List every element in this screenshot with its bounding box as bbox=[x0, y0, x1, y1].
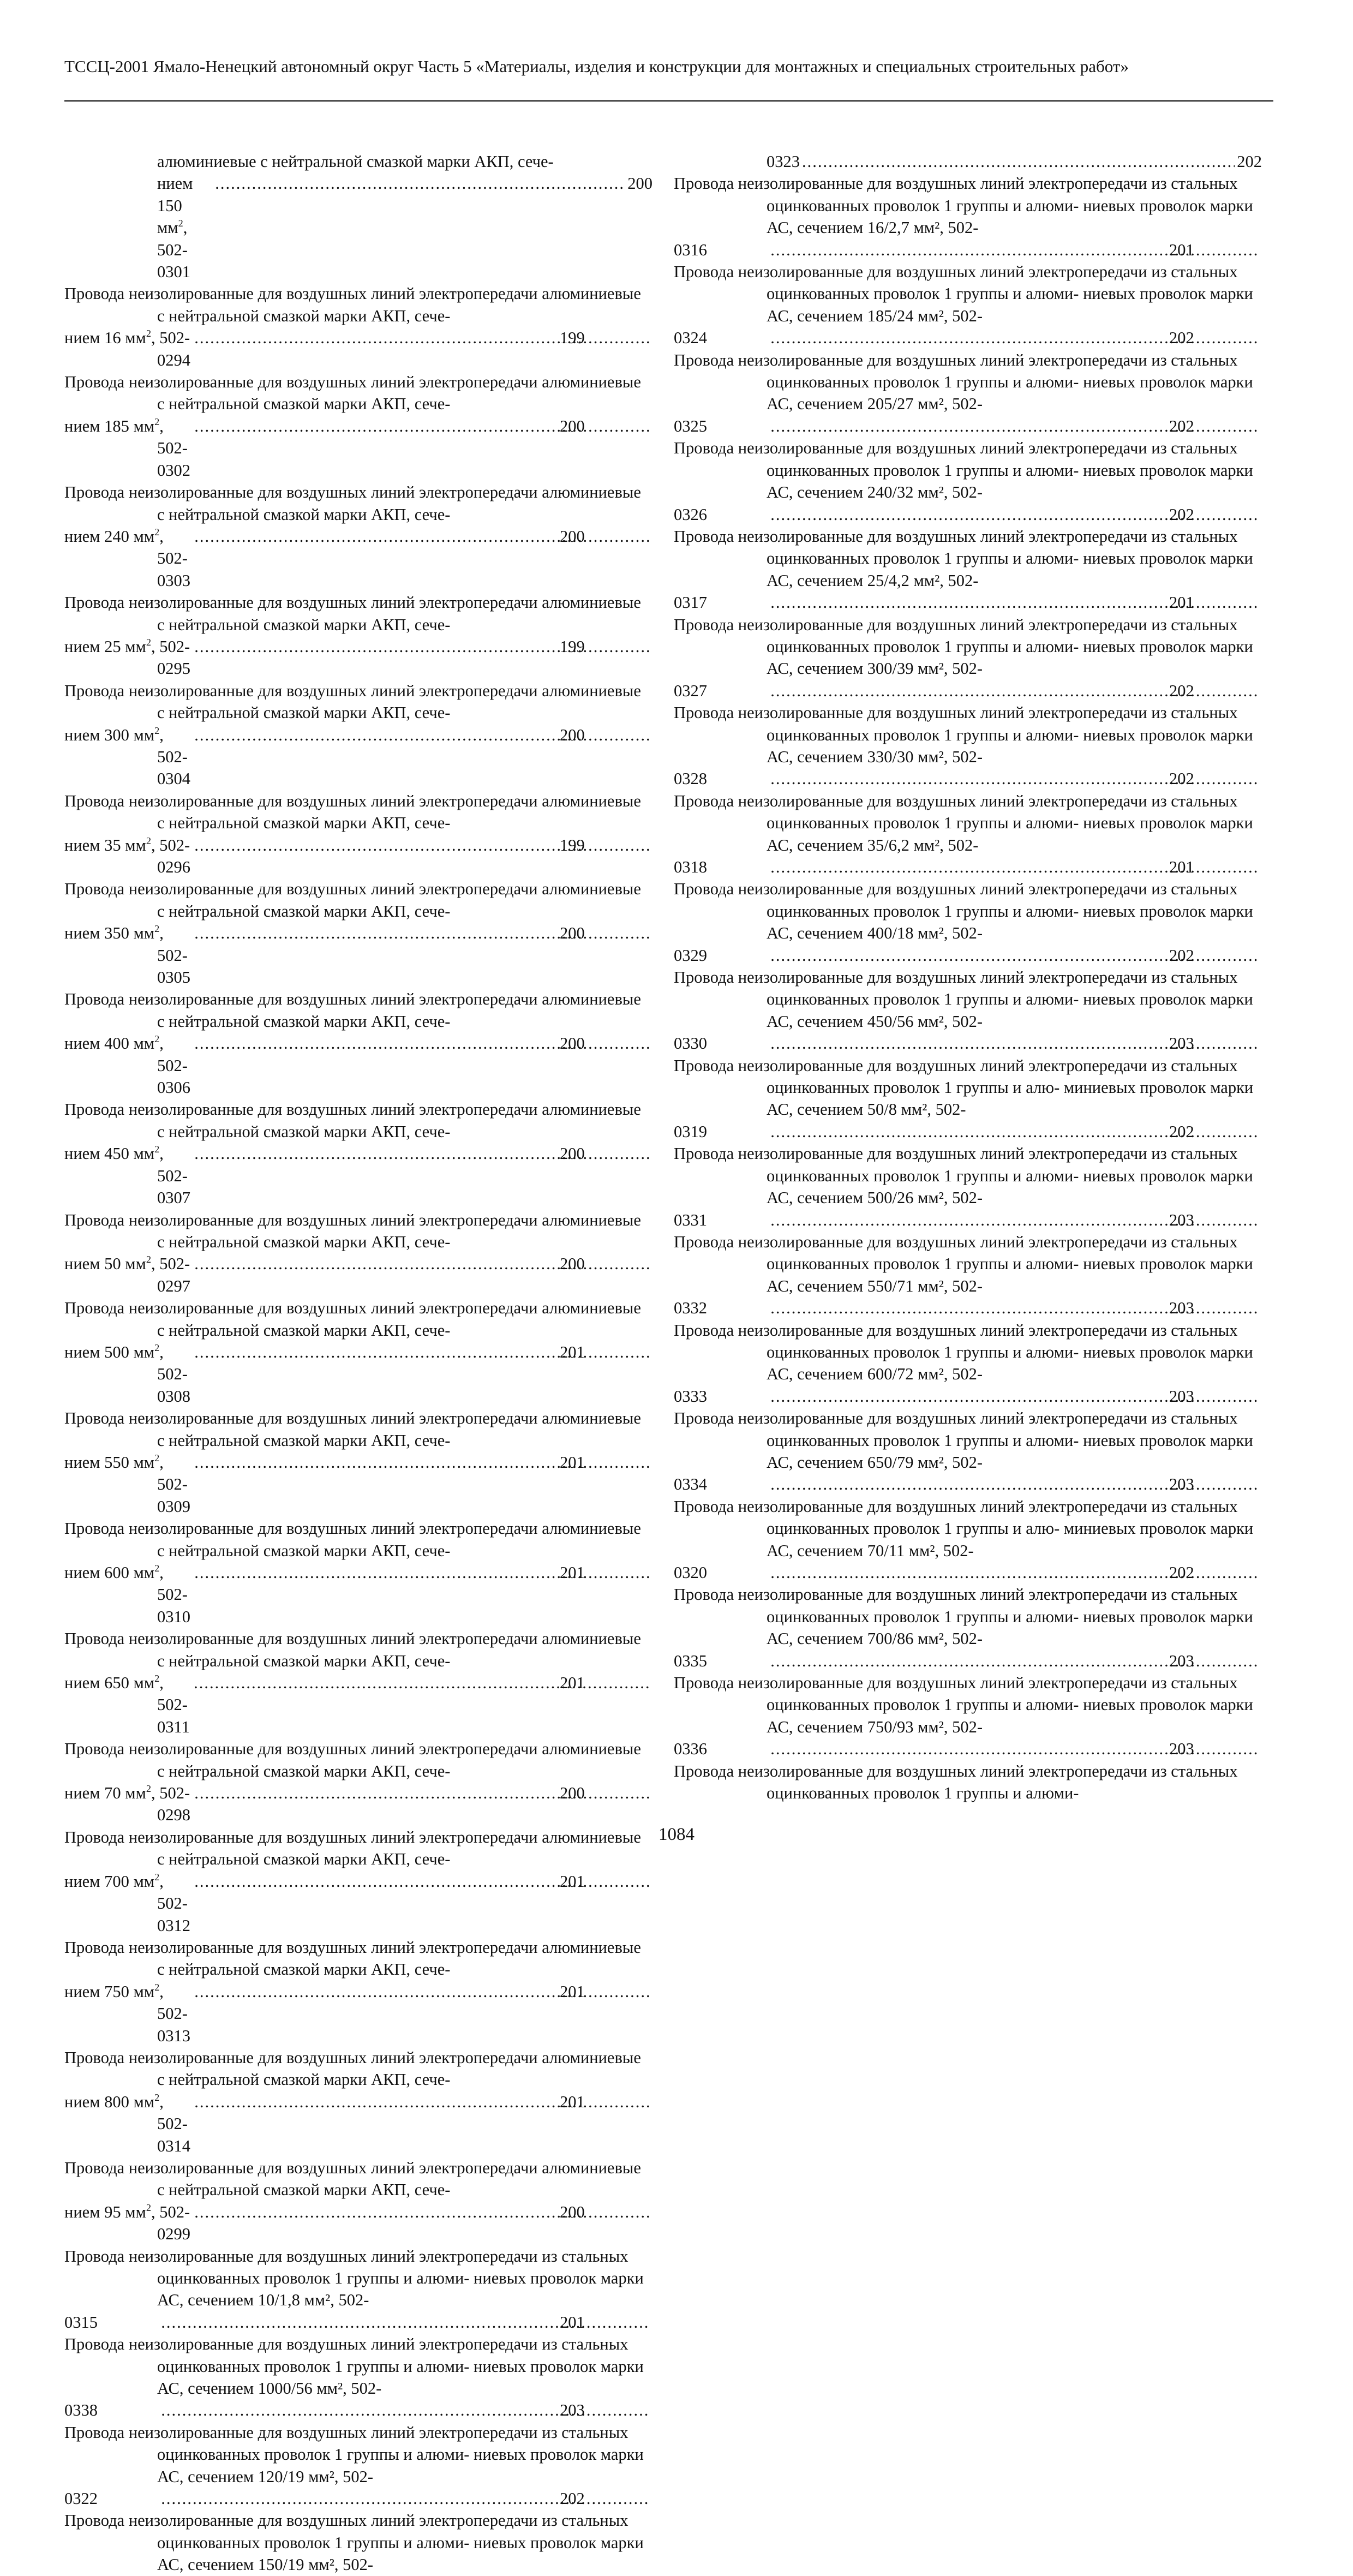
entry-text: 0335 bbox=[674, 1651, 707, 1670]
entry-text: Провода неизолированные для воздушных линий электропередачи bbox=[674, 1320, 1147, 1340]
index-entry: Провода неизолированные для воздушных линий электропередачи алюминиевые с нейтральной смазкой марки АКП, сече- нием 350 $мм^2$, 502- 0305 ..... 200 bbox=[64, 878, 652, 988]
entry-text: Провода неизолированные для воздушных линий электропередачи bbox=[674, 703, 1147, 722]
entry-text: нием 95 мм bbox=[64, 2202, 146, 2221]
entry-text: из стальных оцинкованных проволок 1 группы и алюми- bbox=[767, 615, 1238, 656]
entry-text: Провода неизолированные для воздушных линий электропередачи bbox=[64, 2048, 538, 2067]
index-entry: Провода неизолированные для воздушных линий электропередачи из стальных оцинкованных проволок 1 группы и алюми- ниевых проволок марки АС, сечением 205/27 мм², 502- 0325 ..... 202 bbox=[674, 349, 1262, 438]
entry-code: , 502- 0312 bbox=[157, 1872, 190, 1935]
entry-text: из стальных оцинкованных проволок 1 группы и алюми- bbox=[767, 703, 1238, 744]
index-entry: Провода неизолированные для воздушных линий электропередачи алюминиевые с нейтральной смазкой марки АКП, сече- нием 500 $мм^2$, 502- 0308 ..... 201 bbox=[64, 1297, 652, 1407]
index-entry: Провода неизолированные для воздушных линий электропередачи алюминиевые с нейтральной смазкой марки АКП, сече- нием 800 $мм^2$, 502- 0314 ..... 201 bbox=[64, 2047, 652, 2157]
entry-text: Провода неизолированные для воздушных линий электропередачи bbox=[64, 1519, 538, 1538]
entry-text: ниевых проволок марки АС, сечением 650/79 мм², 502- bbox=[767, 1431, 1253, 1472]
entry-text: 0328 bbox=[674, 769, 707, 788]
dot-leader bbox=[159, 2399, 650, 2421]
entry-text: из стальных оцинкованных проволок 1 группы и алюми- bbox=[157, 2246, 628, 2287]
entry-text: Провода неизолированные для воздушных линий электропередачи bbox=[64, 2246, 538, 2266]
entry-text: Провода неизолированные для воздушных линий электропередачи bbox=[674, 527, 1147, 546]
entry-code: , 502- 0303 bbox=[157, 527, 190, 590]
superscript: 2 bbox=[146, 1783, 151, 1795]
entry-text: 0322 bbox=[64, 2489, 98, 2508]
superscript: 2 bbox=[154, 1981, 160, 1993]
entry-text: нием 550 мм bbox=[64, 1453, 155, 1472]
entry-text: нием 300 мм bbox=[64, 725, 155, 744]
entry-text: алюминиевые с нейтральной смазкой марки АКП, сече- bbox=[157, 1409, 641, 1450]
entry-text: 0319 bbox=[674, 1122, 707, 1141]
entry-text: нием 800 мм bbox=[64, 2092, 155, 2111]
entry-text: 0325 bbox=[674, 416, 707, 435]
entry-text: алюминиевые с нейтральной смазкой марки АКП, сече- bbox=[157, 880, 641, 921]
superscript: 2 bbox=[146, 835, 151, 846]
entry-text: Провода неизолированные для воздушных линий электропередачи bbox=[64, 1299, 538, 1318]
entry-text: Провода неизолированные для воздушных линий электропередачи bbox=[674, 1673, 1147, 1693]
entry-text: Провода неизолированные для воздушных линий электропередачи bbox=[64, 593, 538, 612]
entry-text: из стальных оцинкованных проволок 1 группы и алюми- bbox=[767, 880, 1238, 921]
entry-text: алюминиевые с нейтральной смазкой марки АКП, сече- bbox=[157, 1827, 641, 1869]
index-entry: Провода неизолированные для воздушных линий электропередачи алюминиевые с нейтральной смазкой марки АКП, сече- нием 16 $мм^2$, 502- 0294 ..... 199 bbox=[64, 283, 652, 371]
index-entry: Провода неизолированные для воздушных линий электропередачи из стальных оцинкованных проволок 1 группы и алюми- ниевых проволок марки АС, сечением 450/56 мм², 502- 0330 ..... 203 bbox=[674, 966, 1262, 1055]
dot-leader bbox=[159, 2488, 650, 2509]
entry-text: из стальных оцинкованных проволок 1 группы и алюми- bbox=[767, 439, 1238, 480]
entry-text: нием 25 мм bbox=[64, 637, 146, 656]
entry-text: алюминиевые с нейтральной смазкой марки АКП, сече- bbox=[157, 2158, 641, 2200]
entry-code: , 502- 0311 bbox=[157, 1673, 190, 1736]
entry-text: 0330 bbox=[674, 1034, 707, 1053]
entry-text: Провода неизолированные для воздушных линий электропередачи bbox=[64, 1210, 538, 1229]
superscript: 2 bbox=[154, 527, 160, 538]
entry-code: , 502- 0298 bbox=[151, 1784, 190, 1825]
entry-text: 0336 bbox=[674, 1740, 707, 1759]
entry-text: нием 50 мм bbox=[64, 1254, 146, 1274]
entry-text: алюминиевые с нейтральной смазкой марки АКП, сече- bbox=[157, 1519, 641, 1560]
entry-text: из стальных оцинкованных проволок 1 группы и алюми- bbox=[767, 1761, 1238, 1803]
entry-text: алюминиевые с нейтральной смазкой марки АКП, сече- bbox=[157, 1629, 641, 1670]
entry-code: , 502- 0306 bbox=[157, 1034, 190, 1097]
entry-text: 0323 bbox=[767, 152, 800, 171]
entry-text: ниевых проволок марки АС, сечением 400/18 мм², 502- bbox=[767, 901, 1253, 943]
entry-text: 0333 bbox=[674, 1386, 707, 1406]
index-column-right bbox=[674, 151, 1262, 1804]
index-entry: Провода неизолированные для воздушных линий электропередачи алюминиевые с нейтральной смазкой марки АКП, сече- нием 300 $мм^2$, 502- 0304 ..... 200 bbox=[64, 680, 652, 790]
entry-text: Провода неизолированные для воздушных линий электропередачи bbox=[674, 615, 1147, 634]
entry-text: Провода неизолированные для воздушных линий электропередачи bbox=[64, 880, 538, 899]
index-entry: Провода неизолированные для воздушных линий электропередачи из стальных оцинкованных проволок 1 группы и алюми- ниевых проволок марки АС, сечением 16/2,7 мм², 502- 0316 ..... 201 bbox=[674, 172, 1262, 261]
entry-text: 0320 bbox=[674, 1563, 707, 1582]
entry-text: Провода неизолированные для воздушных линий электропередачи bbox=[64, 2158, 538, 2177]
entry-text: Провода неизолированные для воздушных линий электропередачи bbox=[64, 990, 538, 1009]
entry-text: из стальных оцинкованных проволок 1 группы и алюми- bbox=[767, 1673, 1238, 1714]
entry-text: алюминиевые с нейтральной смазкой марки АКП, сече- bbox=[157, 152, 554, 171]
superscript: 2 bbox=[154, 1144, 160, 1155]
entry-text: Провода неизолированные для воздушных линий электропередачи bbox=[674, 439, 1147, 458]
index-entry: Провода неизолированные для воздушных линий электропередачи алюминиевые с нейтральной смазкой марки АКП, сече- нием 550 $мм^2$, 502- 0309 ..... 201 bbox=[64, 1407, 652, 1517]
entry-text: Провода неизолированные для воздушных линий электропередачи bbox=[674, 1497, 1147, 1516]
entry-text: ниевых проволок марки АС, сечением 205/27 мм², 502- bbox=[767, 373, 1253, 414]
superscript: 2 bbox=[154, 1453, 160, 1464]
entry-text: из стальных оцинкованных проволок 1 группы и алюми- bbox=[767, 1585, 1238, 1626]
entry-text: ниевых проволок марки АС, сечением 600/72 мм², 502- bbox=[767, 1342, 1253, 1384]
index-entry: Провода неизолированные для воздушных линий электропередачи из стальных оцинкованных проволок 1 группы и алюми- ниевых проволок марки АС, сечением 500/26 мм², 502- 0331 ..... 203 bbox=[674, 1143, 1262, 1231]
entry-text: ниевых проволок марки АС, сечением 10/1,8 мм², 502- bbox=[157, 2269, 644, 2310]
entry-text: 0327 bbox=[674, 681, 707, 700]
entry-code: , 502- 0305 bbox=[157, 924, 190, 987]
entry-text: 0318 bbox=[674, 858, 707, 876]
entry-code: , 502- 0304 bbox=[157, 725, 190, 788]
entry-text: 0317 bbox=[674, 593, 707, 612]
entry-text: Провода неизолированные для воздушных линий электропередачи bbox=[64, 2335, 538, 2354]
entry-text: алюминиевые с нейтральной смазкой марки АКП, сече- bbox=[157, 990, 641, 1031]
entry-code: , 502- 0310 bbox=[157, 1563, 190, 1626]
dot-leader bbox=[193, 2201, 650, 2223]
superscript: 2 bbox=[154, 1871, 160, 1882]
entry-text: из стальных оцинкованных проволок 1 группы и алюми- bbox=[767, 1232, 1238, 1274]
entry-text: Провода неизолированные для воздушных линий электропередачи bbox=[64, 1629, 538, 1648]
entry-code: , 502- 0307 bbox=[157, 1144, 190, 1208]
entry-page-number: 202 bbox=[1237, 152, 1262, 171]
entry-text: алюминиевые с нейтральной смазкой марки АКП, сече- bbox=[157, 791, 641, 833]
index-entry: Провода неизолированные для воздушных линий электропередачи из стальных оцинкованных проволок 1 группы и алюми- ниевых проволок марки АС, сечением 240/32 мм², 502- 0326 ..... 202 bbox=[674, 437, 1262, 525]
entry-text: из стальных оцинкованных проволок 1 группы и алюми- bbox=[157, 2335, 628, 2376]
entry-text: алюминиевые с нейтральной смазкой марки АКП, сече- bbox=[157, 284, 641, 325]
index-entry: Провода неизолированные для воздушных линий электропередачи из стальных оцинкованных проволок 1 группы и алюми- ниевых проволок марки АС, сечением 120/19 мм², 502- 0322 ..... 202 bbox=[64, 2422, 652, 2510]
entry-text: Провода неизолированные для воздушных линий электропередачи bbox=[64, 373, 538, 392]
index-entry: Провода неизолированные для воздушных линий электропередачи из стальных оцинкованных проволок 1 группы и алюми- ниевых проволок марки АС, сечением 330/30 мм², 502- 0328 ..... 202 bbox=[674, 702, 1262, 790]
index-entry: Провода неизолированные для воздушных линий электропередачи из стальных оцинкованных проволок 1 группы и алюми- ниевых проволок марки АС, сечением 750/93 мм², 502- 0336 ..... 203 bbox=[674, 1672, 1262, 1760]
entry-code: , 502- 0309 bbox=[157, 1453, 190, 1516]
index-entry: Провода неизолированные для воздушных линий электропередачи из стальных оцинкованных проволок 1 группы и алюми- ниевых проволок марки АС, сечением 600/72 мм², 502- 0333 ..... 203 bbox=[674, 1319, 1262, 1408]
entry-text: алюминиевые с нейтральной смазкой марки АКП, сече- bbox=[157, 1740, 641, 1780]
entry-text: Провода неизолированные для воздушных линий электропередачи bbox=[674, 350, 1147, 369]
entry-text: Провода неизолированные для воздушных линий электропередачи bbox=[674, 791, 1147, 810]
entry-text: ниевых проволок марки АС, сечением 500/26 мм², 502- bbox=[767, 1166, 1253, 1208]
entry-text: Провода неизолированные для воздушных линий электропередачи bbox=[674, 880, 1147, 899]
index-entry: Провода неизолированные для воздушных линий электропередачи из стальных оцинкованных проволок 1 группы и алю- миниевых проволок марки АС, сечением 50/8 мм², 502- 0319 ..... 202 bbox=[674, 1055, 1262, 1143]
entry-text: 0324 bbox=[674, 328, 707, 348]
entry-code: , 502- 0297 bbox=[151, 1254, 190, 1295]
superscript: 2 bbox=[154, 725, 160, 736]
entry-text: Провода неизолированные для воздушных линий электропередачи bbox=[64, 791, 538, 810]
entry-text: алюминиевые с нейтральной смазкой марки АКП, сече- bbox=[157, 483, 641, 524]
index-entry: Провода неизолированные для воздушных линий электропередачи из стальных оцинкованных проволок 1 группы и алюми- ниевых проволок марки АС, сечением 300/39 мм², 502- 0327 ..... 202 bbox=[674, 614, 1262, 702]
entry-text: ниевых проволок марки АС, сечением 330/30 мм², 502- bbox=[767, 725, 1253, 766]
superscript: 2 bbox=[154, 2091, 160, 2103]
dot-leader bbox=[215, 172, 625, 194]
entry-code: , 502- 0301 bbox=[157, 218, 190, 282]
entry-text: 0332 bbox=[674, 1299, 707, 1318]
index-entry: Провода неизолированные для воздушных линий электропередачи алюминиевые с нейтральной смазкой марки АКП, сече- нием 240 $мм^2$, 502- 0303 ..... 200 bbox=[64, 481, 652, 591]
entry-text: 0338 bbox=[64, 2401, 98, 2420]
entry-text: из стальных оцинкованных проволок 1 группы и алюми- bbox=[157, 2423, 628, 2464]
index-entry: Провода неизолированные для воздушных линий электропередачи алюминиевые с нейтральной смазкой марки АКП, сече- нием 95 $мм^2$, 502- 0299 ..... 200 bbox=[64, 2157, 652, 2245]
entry-text: из стальных оцинкованных проволок 1 группы и алюми- bbox=[767, 968, 1238, 1009]
entry-text: нием 400 мм bbox=[64, 1034, 155, 1053]
page-number: 1084 bbox=[658, 1825, 695, 1844]
index-entry: Провода неизолированные для воздушных линий электропередачи из стальных оцинкованных проволок 1 группы и алюми- ниевых проволок марки АС, сечением 700/86 мм², 502- 0335 ..... 203 bbox=[674, 1583, 1262, 1672]
entry-text: 0315 bbox=[64, 2312, 98, 2332]
entry-text: нием 240 мм bbox=[64, 527, 155, 546]
superscript: 2 bbox=[146, 328, 151, 339]
index-entry: Провода неизолированные для воздушных линий электропередачи из стальных оцинкованных проволок 1 группы и алюми- ниевых проволок марки АС, сечением 35/6,2 мм², 502- 0318 ..... 201 bbox=[674, 790, 1262, 878]
entry-text: из стальных оцинкованных проволок 1 группы и алюми- bbox=[157, 2511, 628, 2552]
entry-text: 0316 bbox=[674, 240, 707, 259]
entry-text: алюминиевые с нейтральной смазкой марки АКП, сече- bbox=[157, 593, 641, 634]
index-entry bbox=[64, 151, 652, 283]
entry-text: Провода неизолированные для воздушных линий электропередачи bbox=[64, 2511, 538, 2530]
entry-code: , 502- 0295 bbox=[151, 637, 190, 678]
entry-code: , 502- 0314 bbox=[157, 2092, 190, 2155]
entry-text: нием 650 мм bbox=[64, 1673, 155, 1693]
entry-text: Провода неизолированные для воздушных линий электропередачи bbox=[64, 681, 538, 700]
index-entry: Провода неизолированные для воздушных линий электропередачи алюминиевые с нейтральной смазкой марки АКП, сече- нием 70 $мм^2$, 502- 0298 ..... 200 bbox=[64, 1738, 652, 1826]
entry-text: из стальных оцинкованных проволок 1 группы и алюми- bbox=[767, 1144, 1238, 1185]
entry-text: алюминиевые с нейтральной смазкой марки АКП, сече- bbox=[157, 1299, 641, 1340]
entry-text: Провода неизолированные для воздушных линий электропередачи bbox=[64, 1740, 538, 1759]
entry-text: миниевых проволок марки АС, сечением 50/8 мм², 502- bbox=[767, 1078, 1254, 1119]
entry-text: из стальных оцинкованных проволок 1 группы и алюми- bbox=[767, 1320, 1238, 1361]
index-entry: Провода неизолированные для воздушных линий электропередачи из стальных оцинкованных проволок 1 группы и алюми- ниевых проволок марки АС, сечением 1000/56 мм², 502- 0338 ..... 203 bbox=[64, 2333, 652, 2422]
index-entry: Провода неизолированные для воздушных линий электропередачи из стальных оцинкованных проволок 1 группы и алюми- ниевых проволок марки АС, сечением 400/18 мм², 502- 0329 ..... 202 bbox=[674, 878, 1262, 966]
index-entry: Провода неизолированные для воздушных линий электропередачи алюминиевые с нейтральной смазкой марки АКП, сече- нием 600 $мм^2$, 502- 0310 ..... 201 bbox=[64, 1517, 652, 1628]
dot-leader bbox=[193, 2091, 650, 2113]
entry-text: из стальных оцинкованных проволок 1 группы и алю- bbox=[767, 1056, 1238, 1097]
entry-text: нием 70 мм bbox=[64, 1784, 146, 1803]
entry-text: 0329 bbox=[674, 946, 707, 965]
entry-text: нием 750 мм bbox=[64, 1982, 155, 2001]
page-header bbox=[64, 56, 1273, 77]
index-column-left bbox=[64, 151, 652, 2576]
entry-text: 0331 bbox=[674, 1210, 707, 1229]
entry-text: миниевых проволок марки АС, сечением 70/11 мм², 502- bbox=[767, 1519, 1254, 1560]
superscript: 2 bbox=[154, 1563, 160, 1574]
entry-code: , 502- 0313 bbox=[157, 1982, 190, 2045]
index-entry bbox=[674, 1760, 1262, 1804]
dot-leader bbox=[159, 2311, 650, 2333]
index-entry bbox=[64, 2509, 652, 2575]
entry-text: алюминиевые с нейтральной смазкой марки АКП, сече- bbox=[157, 681, 641, 722]
entry-text: ниевых проволок марки АС, сечением 450/56 мм², 502- bbox=[767, 990, 1253, 1031]
entry-text: ниевых проволок марки АС, сечением 16/2,7 мм², 502- bbox=[767, 196, 1253, 237]
entry-text: ниевых проволок марки АС, сечением 550/71 мм², 502- bbox=[767, 1254, 1253, 1295]
entry-text: Провода неизолированные для воздушных линий электропередачи bbox=[674, 1144, 1147, 1163]
entry-code: , 502- 0296 bbox=[151, 835, 190, 876]
entry-text: алюминиевые с нейтральной смазкой марки АКП, сече- bbox=[157, 2048, 641, 2089]
entry-code: , 502- 0299 bbox=[151, 2202, 190, 2244]
entry-text: Провода неизолированные для воздушных линий электропередачи bbox=[674, 1409, 1147, 1428]
superscript: 2 bbox=[154, 416, 160, 427]
superscript: 2 bbox=[146, 637, 151, 648]
index-entry: Провода неизолированные для воздушных линий электропередачи алюминиевые с нейтральной смазкой марки АКП, сече- нием 185 $мм^2$, 502- 0302 ..... 200 bbox=[64, 371, 652, 481]
index-entry: Провода неизолированные для воздушных линий электропередачи алюминиевые с нейтральной смазкой марки АКП, сече- нием 400 $мм^2$, 502- 0306 ..... 200 bbox=[64, 988, 652, 1098]
superscript: 2 bbox=[146, 1254, 151, 1265]
entry-text: ниевых проволок марки АС, сечением 300/39 мм², 502- bbox=[767, 637, 1253, 678]
entry-text: Провода неизолированные для воздушных линий электропередачи bbox=[674, 1585, 1147, 1604]
entry-text: нием 35 мм bbox=[64, 835, 146, 854]
entry-text: Провода неизолированные для воздушных линий электропередачи bbox=[64, 1409, 538, 1428]
index-entry: Провода неизолированные для воздушных линий электропередачи из стальных оцинкованных проволок 1 группы и алюми- ниевых проволок марки АС, сечением 25/4,2 мм², 502- 0317 ..... 201 bbox=[674, 525, 1262, 614]
entry-text: нием 350 мм bbox=[64, 924, 155, 943]
entry-text: ниевых проволок марки АС, сечением 35/6,2 мм², 502- bbox=[767, 814, 1253, 854]
entry-text: нием 500 мм bbox=[64, 1342, 155, 1361]
entry-text: ниевых проволок марки АС, сечением 700/86 мм², 502- bbox=[767, 1607, 1253, 1648]
entry-text: Провода неизолированные для воздушных линий электропередачи bbox=[64, 1938, 538, 1957]
entry-text: Провода неизолированные для воздушных линий электропередачи bbox=[674, 1761, 1147, 1780]
index-entry: Провода неизолированные для воздушных линий электропередачи из стальных оцинкованных проволок 1 группы и алюми- ниевых проволок марки АС, сечением 550/71 мм², 502- 0332 ..... 203 bbox=[674, 1231, 1262, 1319]
index-entry: Провода неизолированные для воздушных линий электропередачи алюминиевые с нейтральной смазкой марки АКП, сече- нием 650 $мм^2$, 502- 0311 ..... 201 bbox=[64, 1628, 652, 1738]
entry-text: алюминиевые с нейтральной смазкой марки АКП, сече- bbox=[157, 1100, 641, 1141]
entry-text: 0334 bbox=[674, 1475, 707, 1494]
header-divider bbox=[64, 100, 1273, 101]
entry-text: 0326 bbox=[674, 505, 707, 524]
superscript: 2 bbox=[178, 218, 183, 229]
index-entry: Провода неизолированные для воздушных линий электропередачи из стальных оцинкованных проволок 1 группы и алюми- ниевых проволок марки АС, сечением 10/1,8 мм², 502- 0315 ..... 201 bbox=[64, 2245, 652, 2334]
dot-leader bbox=[193, 1981, 650, 2003]
entry-code: , 502- 0308 bbox=[157, 1342, 190, 1406]
entry-text: Провода неизолированные для воздушных линий электропередачи bbox=[674, 174, 1147, 193]
index-entry bbox=[674, 151, 1262, 172]
entry-code: , 502- 0294 bbox=[151, 328, 190, 369]
entry-text: из стальных оцинкованных проволок 1 группы и алюми- bbox=[767, 262, 1238, 303]
entry-text: Провода неизолированные для воздушных линий электропередачи bbox=[64, 2423, 538, 2442]
index-entry: Провода неизолированные для воздушных линий электропередачи алюминиевые с нейтральной смазкой марки АКП, сече- нием 50 $мм^2$, 502- 0297 ..... 200 bbox=[64, 1209, 652, 1298]
entry-text: нием 16 мм bbox=[64, 328, 146, 348]
entry-text: Провода неизолированные для воздушных линий электропередачи bbox=[674, 968, 1147, 987]
superscript: 2 bbox=[146, 2202, 151, 2213]
entry-text: ниевых проволок марки АС, сечением 750/93 мм², 502- bbox=[767, 1695, 1253, 1736]
index-entry: Провода неизолированные для воздушных линий электропередачи алюминиевые с нейтральной смазкой марки АКП, сече- нием 25 $мм^2$, 502- 0295 ..... 199 bbox=[64, 591, 652, 680]
entry-text: Провода неизолированные для воздушных линий электропередачи bbox=[674, 262, 1147, 282]
entry-text: ниевых проволок марки АС, сечением 185/24 мм², 502- bbox=[767, 284, 1253, 325]
index-entry: Провода неизолированные для воздушных линий электропередачи алюминиевые с нейтральной смазкой марки АКП, сече- нием 35 $мм^2$, 502- 0296 ..... 199 bbox=[64, 790, 652, 878]
entry-text: нием 150 мм bbox=[157, 174, 193, 237]
index-entry: Провода неизолированные для воздушных линий электропередачи алюминиевые с нейтральной смазкой марки АКП, сече- нием 700 $мм^2$, 502- 0312 ..... 201 bbox=[64, 1826, 652, 1937]
index-entry: Провода неизолированные для воздушных линий электропередачи алюминиевые с нейтральной смазкой марки АКП, сече- нием 450 $мм^2$, 502- 0307 ..... 200 bbox=[64, 1098, 652, 1209]
entry-page-number: 200 bbox=[627, 174, 652, 193]
entry-text: ниевых проволок марки АС, сечением 1000/56 мм², 502- bbox=[157, 2357, 644, 2398]
entry-text: из стальных оцинкованных проволок 1 группы и алюми- bbox=[767, 1409, 1238, 1450]
index-entry: Провода неизолированные для воздушных линий электропередачи из стальных оцинкованных проволок 1 группы и алю- миниевых проволок марки АС, сечением 70/11 мм², 502- 0320 ..... 202 bbox=[674, 1496, 1262, 1584]
entry-text: Провода неизолированные для воздушных линий электропередачи bbox=[674, 1056, 1147, 1075]
index-entry: Провода неизолированные для воздушных линий электропередачи из стальных оцинкованных проволок 1 группы и алюми- ниевых проволок марки АС, сечением 185/24 мм², 502- 0324 ..... 202 bbox=[674, 261, 1262, 349]
entry-text: нием 185 мм bbox=[64, 416, 155, 435]
entry-text: нием 450 мм bbox=[64, 1144, 155, 1163]
entry-text: Провода неизолированные для воздушных линий электропередачи bbox=[64, 1827, 538, 1846]
entry-text: алюминиевые с нейтральной смазкой марки АКП, сече- bbox=[157, 1210, 641, 1251]
entry-text: Провода неизолированные для воздушных линий электропередачи bbox=[674, 1232, 1147, 1251]
entry-text: из стальных оцинкованных проволок 1 группы и алюми- bbox=[767, 527, 1238, 568]
dot-leader bbox=[802, 151, 1235, 172]
entry-text: ниевых проволок марки АС, сечением 240/32 мм², 502- bbox=[767, 461, 1253, 502]
entry-code: , 502- 0302 bbox=[157, 416, 190, 480]
entry-text: ниевых проволок марки АС, сечением 150/19 мм², 502- bbox=[157, 2533, 644, 2574]
entry-text: алюминиевые с нейтральной смазкой марки АКП, сече- bbox=[157, 373, 641, 414]
entry-text: Провода неизолированные для воздушных линий электропередачи bbox=[64, 284, 538, 303]
entry-text: Провода неизолированные для воздушных линий электропередачи bbox=[64, 1100, 538, 1119]
entry-text: ниевых проволок марки АС, сечением 120/19 мм², 502- bbox=[157, 2445, 644, 2486]
superscript: 2 bbox=[154, 923, 160, 935]
entry-text: из стальных оцинкованных проволок 1 группы и алюми- bbox=[767, 791, 1238, 833]
entry-text: алюминиевые с нейтральной смазкой марки АКП, сече- bbox=[157, 1938, 641, 1979]
index-entry: Провода неизолированные для воздушных линий электропередачи алюминиевые с нейтральной смазкой марки АКП, сече- нием 750 $мм^2$, 502- 0313 ..... 201 bbox=[64, 1937, 652, 2047]
entry-text: Провода неизолированные для воздушных линий электропередачи bbox=[64, 483, 538, 502]
entry-text: из стальных оцинкованных проволок 1 группы и алюми- bbox=[767, 174, 1238, 215]
entry-text: из стальных оцинкованных проволок 1 группы и алю- bbox=[767, 1497, 1238, 1538]
entry-text: из стальных оцинкованных проволок 1 группы и алюми- bbox=[767, 350, 1238, 392]
entry-text: нием 700 мм bbox=[64, 1872, 155, 1891]
superscript: 2 bbox=[154, 1033, 160, 1045]
superscript: 2 bbox=[154, 1673, 160, 1684]
header-title: ТССЦ-2001 Ямало-Ненецкий автономный округ Часть 5 «Материалы, изделия и конструкции для монтажных и специальных строительных работ» bbox=[64, 57, 1129, 76]
superscript: 2 bbox=[154, 1342, 160, 1354]
entry-text: нием 600 мм bbox=[64, 1563, 155, 1582]
entry-text: ниевых проволок марки АС, сечением 25/4,2 мм², 502- bbox=[767, 549, 1253, 590]
index-entry: Провода неизолированные для воздушных линий электропередачи из стальных оцинкованных проволок 1 группы и алюми- ниевых проволок марки АС, сечением 650/79 мм², 502- 0334 ..... 203 bbox=[674, 1407, 1262, 1496]
page-footer bbox=[0, 1825, 1353, 1845]
